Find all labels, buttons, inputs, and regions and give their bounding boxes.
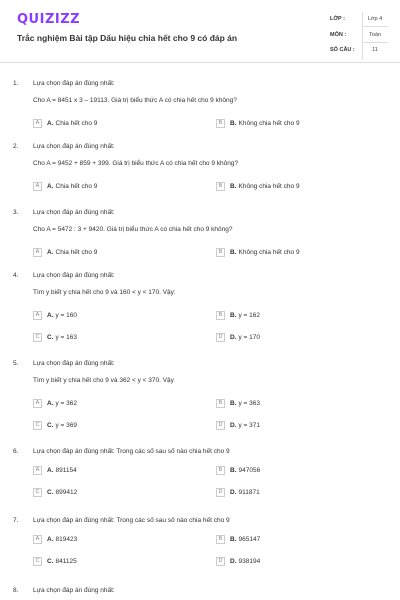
option-text: 911871 <box>238 488 260 496</box>
option-checkbox[interactable]: A <box>33 119 42 128</box>
meta-value-class: Lớp 4 <box>367 16 383 22</box>
option-text: 947056 <box>238 466 261 474</box>
answer-option-c[interactable] <box>33 420 77 430</box>
answer-option-b[interactable] <box>216 398 260 408</box>
page-title: Trắc nghiệm Bài tập Dấu hiệu chia hết cho 9 có đáp án <box>17 33 238 43</box>
option-text: Không chia hết cho 9 <box>238 248 300 256</box>
question-stem: Cho A = 8451 x 3 – 19113. Giá trị biểu thức A có chia hết cho 9 không? <box>33 97 237 104</box>
answer-option-d[interactable] <box>216 420 260 430</box>
answer-option-b[interactable] <box>216 310 260 320</box>
question-number: 3. <box>13 209 19 216</box>
question-prompt: Lựa chọn đáp án đúng nhất: <box>33 272 115 279</box>
question-stem: Tìm y biết y chia hết cho 9 và 362 < y < 370. Vậy <box>33 377 174 384</box>
answer-option-a[interactable] <box>33 534 77 544</box>
option-checkbox[interactable]: C <box>33 333 42 342</box>
option-text: 965147 <box>238 535 261 543</box>
question-number: 1. <box>13 80 19 87</box>
option-checkbox[interactable]: D <box>216 488 225 497</box>
option-text: Chia hết cho 9 <box>55 182 98 190</box>
option-checkbox[interactable]: B <box>216 535 225 544</box>
answer-option-a[interactable] <box>33 310 77 320</box>
answer-option-b[interactable] <box>216 465 260 475</box>
question-number: 7. <box>13 517 19 524</box>
option-checkbox[interactable]: B <box>216 399 225 408</box>
answer-option-c[interactable] <box>33 487 77 497</box>
meta-underline <box>362 42 388 43</box>
answer-option-a[interactable] <box>33 181 97 191</box>
option-letter: B. <box>230 248 237 256</box>
option-letter: A. <box>47 311 54 319</box>
question-prompt: Lựa chọn đáp án đúng nhất: <box>33 143 115 150</box>
answer-option-d[interactable] <box>216 556 260 566</box>
option-checkbox[interactable]: A <box>33 466 42 475</box>
option-letter: A. <box>47 119 54 127</box>
option-letter: A. <box>47 182 54 190</box>
question-stem: Cho A = 5472 : 3 + 9420. Giá trị biểu thức A có chia hết cho 9 không? <box>33 226 233 233</box>
option-letter: A. <box>47 535 54 543</box>
option-text: Chia hết cho 9 <box>55 248 98 256</box>
option-letter: B. <box>230 466 237 474</box>
quizizz-logo: QUIZIZZ <box>17 12 81 27</box>
meta-label-subject: MÔN : <box>330 32 347 38</box>
answer-option-a[interactable] <box>33 118 97 128</box>
option-checkbox[interactable]: B <box>216 119 225 128</box>
option-checkbox[interactable]: C <box>33 557 42 566</box>
option-checkbox[interactable]: B <box>216 466 225 475</box>
option-letter: C. <box>47 557 54 565</box>
answer-option-b[interactable] <box>216 181 300 191</box>
answer-option-a[interactable] <box>33 465 77 475</box>
option-letter: A. <box>47 248 54 256</box>
question-prompt: Lựa chọn đáp án đúng nhất: Trong các số sau số nào chia hết cho 9 <box>33 517 230 524</box>
option-letter: D. <box>230 333 237 341</box>
option-text: y = 362 <box>55 399 78 407</box>
option-letter: B. <box>230 399 237 407</box>
option-text: 938194 <box>238 557 261 565</box>
answer-option-b[interactable] <box>216 247 300 257</box>
answer-option-d[interactable] <box>216 487 260 497</box>
option-letter: A. <box>47 466 54 474</box>
question-prompt: Lựa chọn đáp án đúng nhất: Trong các số sau số nào chia hết cho 9 <box>33 448 230 455</box>
option-checkbox[interactable]: D <box>216 333 225 342</box>
question-number: 5. <box>13 360 19 367</box>
answer-option-a[interactable] <box>33 247 97 257</box>
option-letter: C. <box>47 333 54 341</box>
question-number: 8. <box>13 587 19 594</box>
question-prompt: Lựa chọn đáp án đúng nhất: <box>33 209 115 216</box>
option-letter: D. <box>230 557 237 565</box>
option-text: 819423 <box>55 535 78 543</box>
option-letter: D. <box>230 488 237 496</box>
option-checkbox[interactable]: A <box>33 535 42 544</box>
option-checkbox[interactable]: C <box>33 421 42 430</box>
option-text: y = 162 <box>238 311 261 319</box>
answer-option-d[interactable] <box>216 332 260 342</box>
option-checkbox[interactable]: C <box>33 488 42 497</box>
option-checkbox[interactable]: B <box>216 182 225 191</box>
answer-option-c[interactable] <box>33 556 77 566</box>
question-prompt: Lựa chọn đáp án đúng nhất: <box>33 360 115 367</box>
option-letter: C. <box>47 488 54 496</box>
option-text: 891154 <box>55 466 77 474</box>
option-text: Không chia hết cho 9 <box>238 182 300 190</box>
option-checkbox[interactable]: B <box>216 248 225 257</box>
option-text: y = 170 <box>238 333 261 341</box>
option-checkbox[interactable]: B <box>216 311 225 320</box>
option-checkbox[interactable]: A <box>33 248 42 257</box>
option-text: 841125 <box>55 557 77 565</box>
question-number: 6. <box>13 448 19 455</box>
option-text: y = 369 <box>55 421 78 429</box>
option-letter: B. <box>230 311 237 319</box>
answer-option-a[interactable] <box>33 398 77 408</box>
option-letter: A. <box>47 399 54 407</box>
option-text: y = 371 <box>238 421 261 429</box>
meta-value-subject: Toán <box>369 32 381 38</box>
meta-underline <box>362 26 388 27</box>
question-stem: Cho A = 9452 + 859 + 399. Giá trị biểu thức A có chia hết cho 9 không? <box>33 160 239 167</box>
option-text: 899412 <box>55 488 78 496</box>
answer-option-b[interactable] <box>216 534 260 544</box>
meta-label-class: LỚP : <box>330 16 345 22</box>
question-number: 2. <box>13 143 19 150</box>
option-checkbox[interactable]: A <box>33 182 42 191</box>
question-number: 4. <box>13 272 19 279</box>
option-checkbox[interactable]: A <box>33 311 42 320</box>
option-text: y = 363 <box>238 399 261 407</box>
question-stem: Tìm y biết y chia hết cho 9 và 160 < y < 170. Vậy: <box>33 289 176 296</box>
option-letter: D. <box>230 421 237 429</box>
option-checkbox[interactable]: D <box>216 557 225 566</box>
option-letter: C. <box>47 421 54 429</box>
option-checkbox[interactable]: D <box>216 421 225 430</box>
answer-option-b[interactable] <box>216 118 300 128</box>
answer-option-c[interactable] <box>33 332 77 342</box>
option-text: y = 163 <box>55 333 78 341</box>
option-letter: B. <box>230 182 237 190</box>
meta-value-count: 11 <box>372 47 378 53</box>
option-text: Chia hết cho 9 <box>55 119 98 127</box>
meta-label-count: SỐ CÂU : <box>330 47 355 53</box>
option-text: y = 160 <box>55 311 78 319</box>
option-text: Không chia hết cho 9 <box>238 119 300 127</box>
question-prompt: Lựa chọn đáp án đúng nhất: <box>33 587 115 594</box>
option-letter: B. <box>230 119 237 127</box>
question-prompt: Lựa chọn đáp án đúng nhất: <box>33 80 115 87</box>
option-letter: B. <box>230 535 237 543</box>
header <box>0 0 400 63</box>
option-checkbox[interactable]: A <box>33 399 42 408</box>
